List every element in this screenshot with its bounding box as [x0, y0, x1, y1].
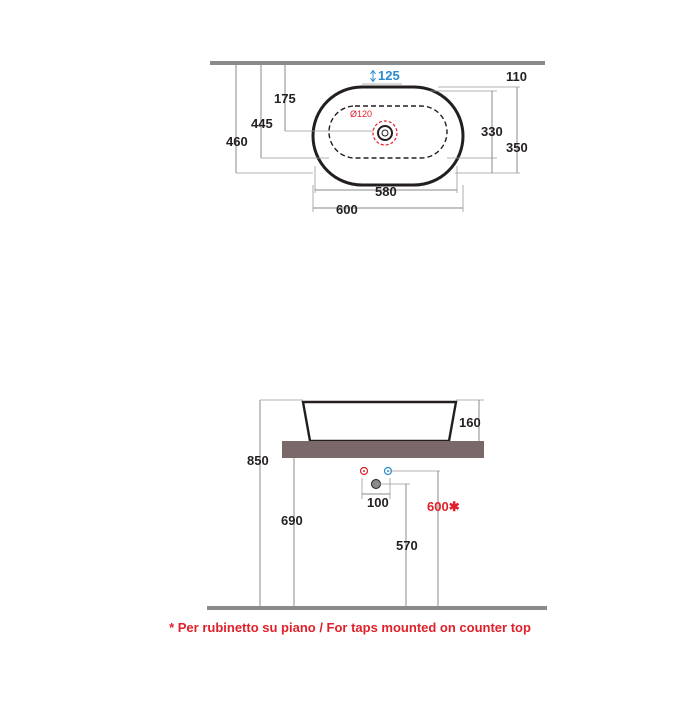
drain-icon	[378, 126, 392, 140]
counter-top	[282, 441, 484, 458]
dim-445-label: 445	[251, 116, 273, 131]
basin-profile	[303, 402, 456, 441]
dim-600-star-label: 600✱	[427, 499, 460, 514]
dim-580-label: 580	[375, 184, 397, 199]
drain-diameter-label: Ø120	[350, 109, 373, 119]
dim-600-label: 600	[336, 202, 358, 217]
dim-850-label: 850	[247, 453, 269, 468]
wall-line-top	[210, 61, 545, 65]
dim-570-label: 570	[396, 538, 418, 553]
footnote-text: * Per rubinetto su piano / For taps mounted on counter top	[169, 620, 531, 635]
dim-690-label: 690	[281, 513, 303, 528]
dim-160-label: 160	[459, 415, 481, 430]
dim-110-label: 110	[506, 69, 527, 84]
top-view	[210, 61, 545, 217]
dim-330-label: 330	[481, 124, 503, 139]
dim-175-label: 175	[274, 91, 296, 106]
dim-350-label: 350	[506, 140, 528, 155]
floor-line	[207, 606, 547, 610]
front-view	[207, 400, 547, 610]
tap-offset-label: 125	[378, 68, 400, 83]
footnote	[0, 620, 700, 635]
dim-100-label: 100	[367, 495, 389, 510]
dim-460-label: 460	[226, 134, 248, 149]
